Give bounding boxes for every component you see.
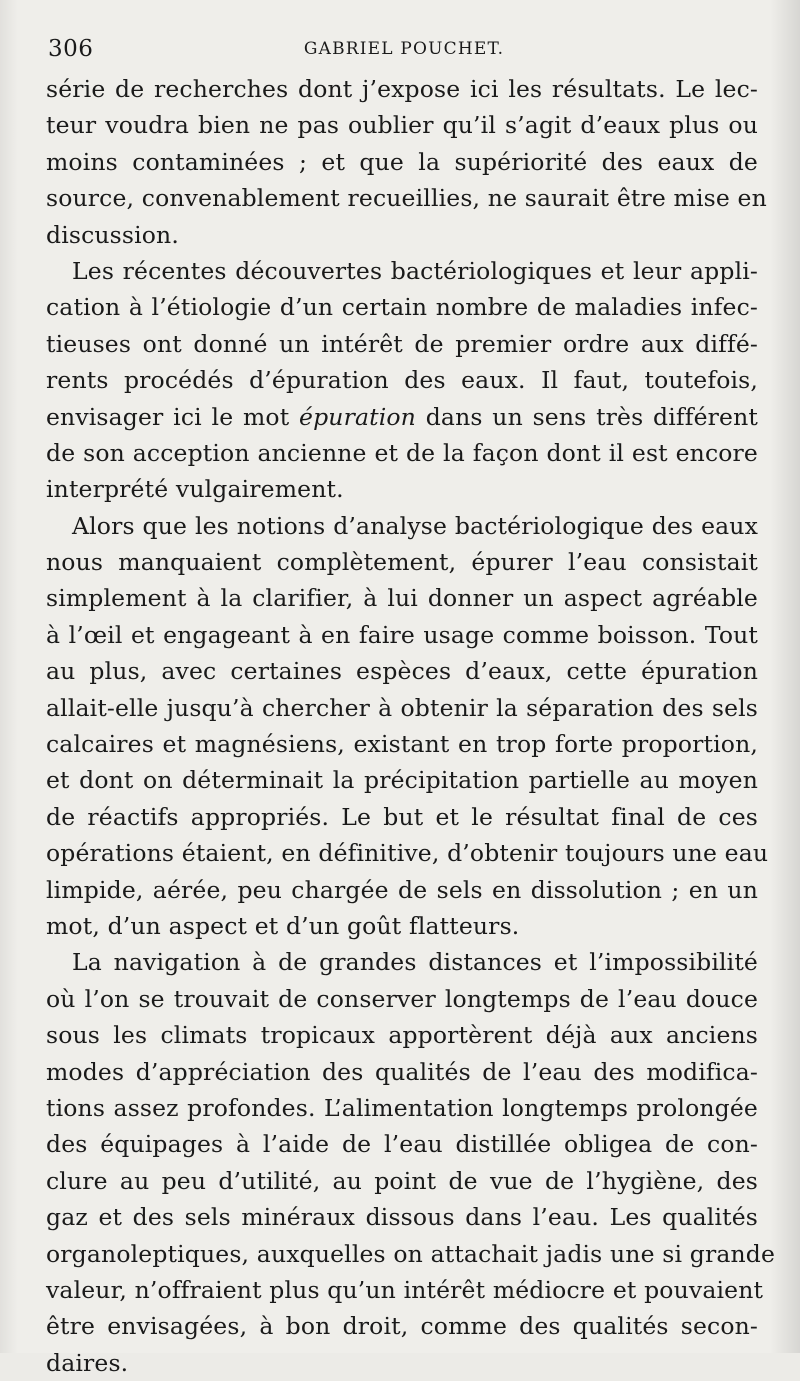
text-line: calcaires et magnésiens, existant en trop forte proportion,	[46, 730, 758, 759]
body-text	[46, 71, 776, 1381]
text-line: rents procédés d’épuration des eaux. Il faut, toutefois,	[46, 366, 758, 395]
text-line: opérations étaient, en définitive, d’obtenir toujours une eau	[46, 839, 769, 868]
text-line: simplement à la clarifier, à lui donner un aspect agréable	[46, 584, 758, 613]
italic-word: épuration	[299, 402, 416, 431]
text-line: allait-elle jusqu’à chercher à obtenir la séparation des sels	[46, 693, 758, 722]
text-line: clure au peu d’utilité, au point de vue de l’hygiène, des	[46, 1166, 758, 1195]
text-line: Alors que les notions d’analyse bactériologique des eaux	[72, 511, 758, 540]
text-line: série de recherches dont j’expose ici les résultats. Le lec-	[46, 75, 758, 103]
paragraph-3	[46, 508, 769, 945]
text-line: gaz et des sels minéraux dissous dans l’eau. Les qualités	[46, 1203, 758, 1232]
text-line: discussion.	[46, 220, 179, 249]
text-line: sous les climats tropicaux apportèrent déjà aux anciens	[46, 1021, 758, 1050]
text-line: de son acception ancienne et de la façon dont il est encore	[46, 438, 758, 467]
text-segment: envisager ici le mot	[46, 402, 300, 431]
running-head: GABRIEL POUCHET.	[303, 39, 505, 59]
page-header	[48, 36, 760, 66]
text-line: organoleptiques, auxquelles on attachait jadis une si grande	[46, 1239, 776, 1268]
text-line: teur voudra bien ne pas oublier qu’il s’agit d’eaux plus ou	[46, 111, 758, 140]
text-line: à l’œil et engageant à en faire usage comme boisson. Tout	[46, 620, 758, 649]
text-segment: dans un sens très différent	[415, 402, 758, 431]
text-line: au plus, avec certaines espèces d’eaux, cette épuration	[46, 657, 758, 686]
paragraph-4	[46, 944, 776, 1381]
text-line: où l’on se trouvait de conserver longtemps de l’eau douce	[46, 984, 758, 1013]
text-line: interprété vulgairement.	[46, 475, 344, 504]
text-line: Les récentes découvertes bactériologiques et leur appli-	[72, 256, 758, 285]
text-line: cation à l’étiologie d’un certain nombre de maladies infec-	[46, 293, 758, 322]
page-number: 306	[48, 36, 94, 62]
text-line: tieuses ont donné un intérêt de premier ordre aux diffé-	[46, 329, 758, 358]
text-line: tions assez profondes. L’alimentation longtemps prolongée	[46, 1093, 758, 1122]
text-line: de réactifs appropriés. Le but et le résultat final de ces	[46, 802, 758, 831]
text-line: des équipages à l’aide de l’eau distillée obligea de con-	[46, 1130, 758, 1159]
text-line-mixed	[46, 399, 758, 435]
text-line: mot, d’un aspect et d’un goût flatteurs.	[46, 911, 520, 940]
text-line: être envisagées, à bon droit, comme des qualités secon-	[46, 1312, 758, 1341]
text-line: daires.	[46, 1348, 129, 1377]
text-line: modes d’appréciation des qualités de l’eau des modifica-	[46, 1057, 758, 1086]
paragraph-1	[46, 71, 767, 253]
text-line: limpide, aérée, peu chargée de sels en dissolution ; en un	[46, 875, 758, 904]
paragraph-2	[46, 253, 758, 508]
text-line: valeur, n’offraient plus qu’un intérêt médiocre et pouvaient	[46, 1275, 764, 1304]
text-line: La navigation à de grandes distances et l’impossibilité	[72, 948, 758, 977]
text-line: nous manquaient complètement, épurer l’eau consistait	[46, 548, 758, 577]
text-line: source, convenablement recueillies, ne saurait être mise en	[46, 184, 767, 213]
text-line: et dont on déterminait la précipitation partielle au moyen	[46, 766, 758, 795]
text-line: moins contaminées ; et que la supériorité des eaux de	[46, 147, 758, 176]
